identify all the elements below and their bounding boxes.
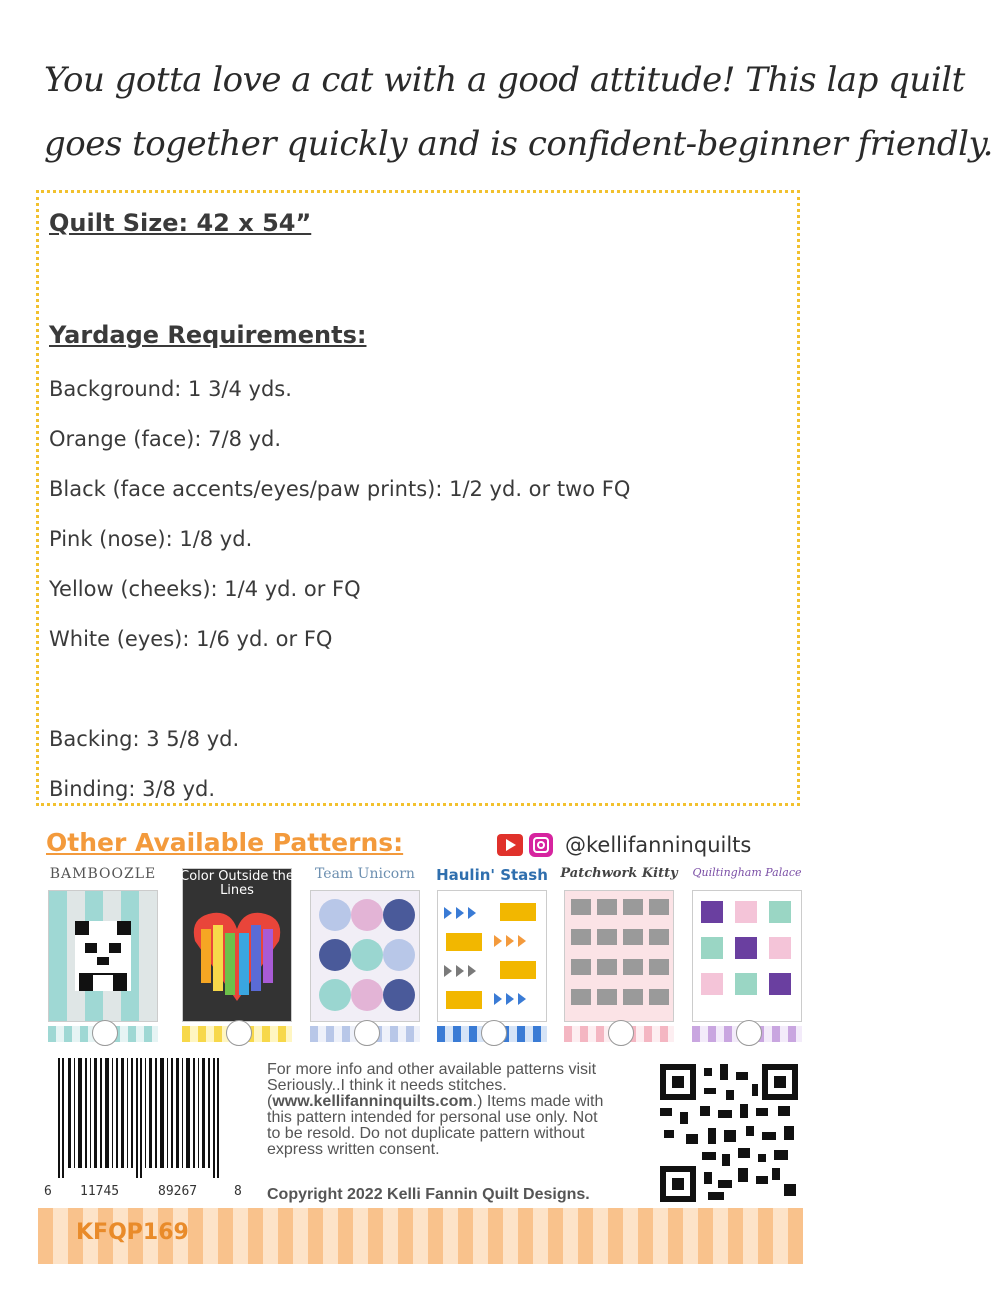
info-line: Seriously..I think it needs stitches.: [267, 1077, 507, 1094]
info-suffix: .) Items made with: [472, 1093, 604, 1110]
website-link[interactable]: www.kellifanninquilts.com: [272, 1093, 473, 1110]
pattern-title: Color Outside the Lines: [180, 869, 294, 898]
social-handle[interactable]: @kellifanninquilts: [565, 833, 752, 857]
pattern-title: Team Unicorn: [315, 866, 415, 882]
intro-text: [44, 48, 993, 176]
social-links: [497, 830, 751, 860]
barcode-icon: [44, 1058, 244, 1178]
yardage-item-white: White (eyes): 1/6 yd. or FQ: [49, 627, 333, 651]
info-text: [267, 1062, 647, 1158]
designer-badge-icon: [608, 1020, 634, 1046]
barcode-digit-group: 89267: [158, 1184, 198, 1199]
pattern-haulin-stash[interactable]: [433, 866, 551, 1050]
instagram-icon[interactable]: [529, 833, 553, 857]
yardage-item-yellow: Yellow (cheeks): 1/4 yd. or FQ: [49, 577, 361, 601]
sku-label: KFQP169: [76, 1220, 189, 1245]
intro-line-2: goes together quickly and is confident-beginner friendly.: [44, 124, 993, 164]
designer-badge-icon: [736, 1020, 762, 1046]
yardage-item-background: Background: 1 3/4 yds.: [49, 377, 292, 401]
yardage-heading: Yardage Requirements:: [49, 321, 367, 349]
yardage-item-orange: Orange (face): 7/8 yd.: [49, 427, 282, 451]
quilt-size-heading: Quilt Size: 42 x 54”: [49, 209, 312, 237]
designer-badge-icon: [481, 1020, 507, 1046]
barcode-digit-group: 6: [44, 1184, 52, 1199]
designer-badge-icon: [226, 1020, 252, 1046]
info-line: express written consent.: [267, 1141, 440, 1158]
info-line: For more info and other available patterns visit: [267, 1061, 597, 1078]
dump-truck-quilt-icon: [437, 890, 547, 1022]
binding-item: Binding: 3/8 yd.: [49, 777, 216, 801]
requirements-box: [36, 190, 800, 806]
pattern-color-outside-the-lines[interactable]: [178, 866, 296, 1050]
designer-badge-icon: [92, 1020, 118, 1046]
barcode-digit-group: 8: [234, 1184, 242, 1199]
pattern-patchwork-kitty[interactable]: [560, 866, 678, 1050]
barcode-digit-group: 11745: [80, 1184, 120, 1199]
info-line: this pattern intended for personal use only. Not: [267, 1109, 598, 1126]
info-line: to be resold. Do not duplicate pattern without: [267, 1125, 585, 1142]
castle-quilt-icon: [692, 890, 802, 1022]
pattern-bamboozle[interactable]: [44, 866, 162, 1050]
pattern-quiltingham-palace[interactable]: [688, 866, 806, 1050]
yardage-item-pink: Pink (nose): 1/8 yd.: [49, 527, 253, 551]
intro-line-1: You gotta love a cat with a good attitude! This lap quilt: [44, 60, 965, 100]
info-paren: (: [267, 1093, 273, 1110]
panda-quilt-icon: [48, 890, 158, 1022]
cat-quilt-icon: [564, 890, 674, 1022]
designer-badge-icon: [354, 1020, 380, 1046]
yardage-item-black: Black (face accents/eyes/paw prints): 1/2 yd. or two FQ: [49, 477, 631, 501]
pattern-title: Haulin' Stash: [436, 866, 548, 884]
other-patterns-title: Other Available Patterns:: [46, 828, 404, 857]
unicorn-quilt-icon: [310, 890, 420, 1022]
copyright-text: Copyright 2022 Kelli Fannin Quilt Designs.: [267, 1186, 590, 1203]
pattern-title: Quiltingham Palace: [692, 866, 802, 879]
qr-code-icon[interactable]: [660, 1064, 798, 1202]
pattern-team-unicorn[interactable]: [306, 866, 424, 1050]
youtube-icon[interactable]: [497, 834, 523, 856]
pattern-title: Patchwork Kitty: [560, 866, 678, 881]
footer-bar: [38, 1208, 803, 1264]
pattern-title: BAMBOOZLE: [49, 866, 157, 882]
info-line: [267, 1094, 647, 1110]
backing-item: Backing: 3 5/8 yd.: [49, 727, 240, 751]
